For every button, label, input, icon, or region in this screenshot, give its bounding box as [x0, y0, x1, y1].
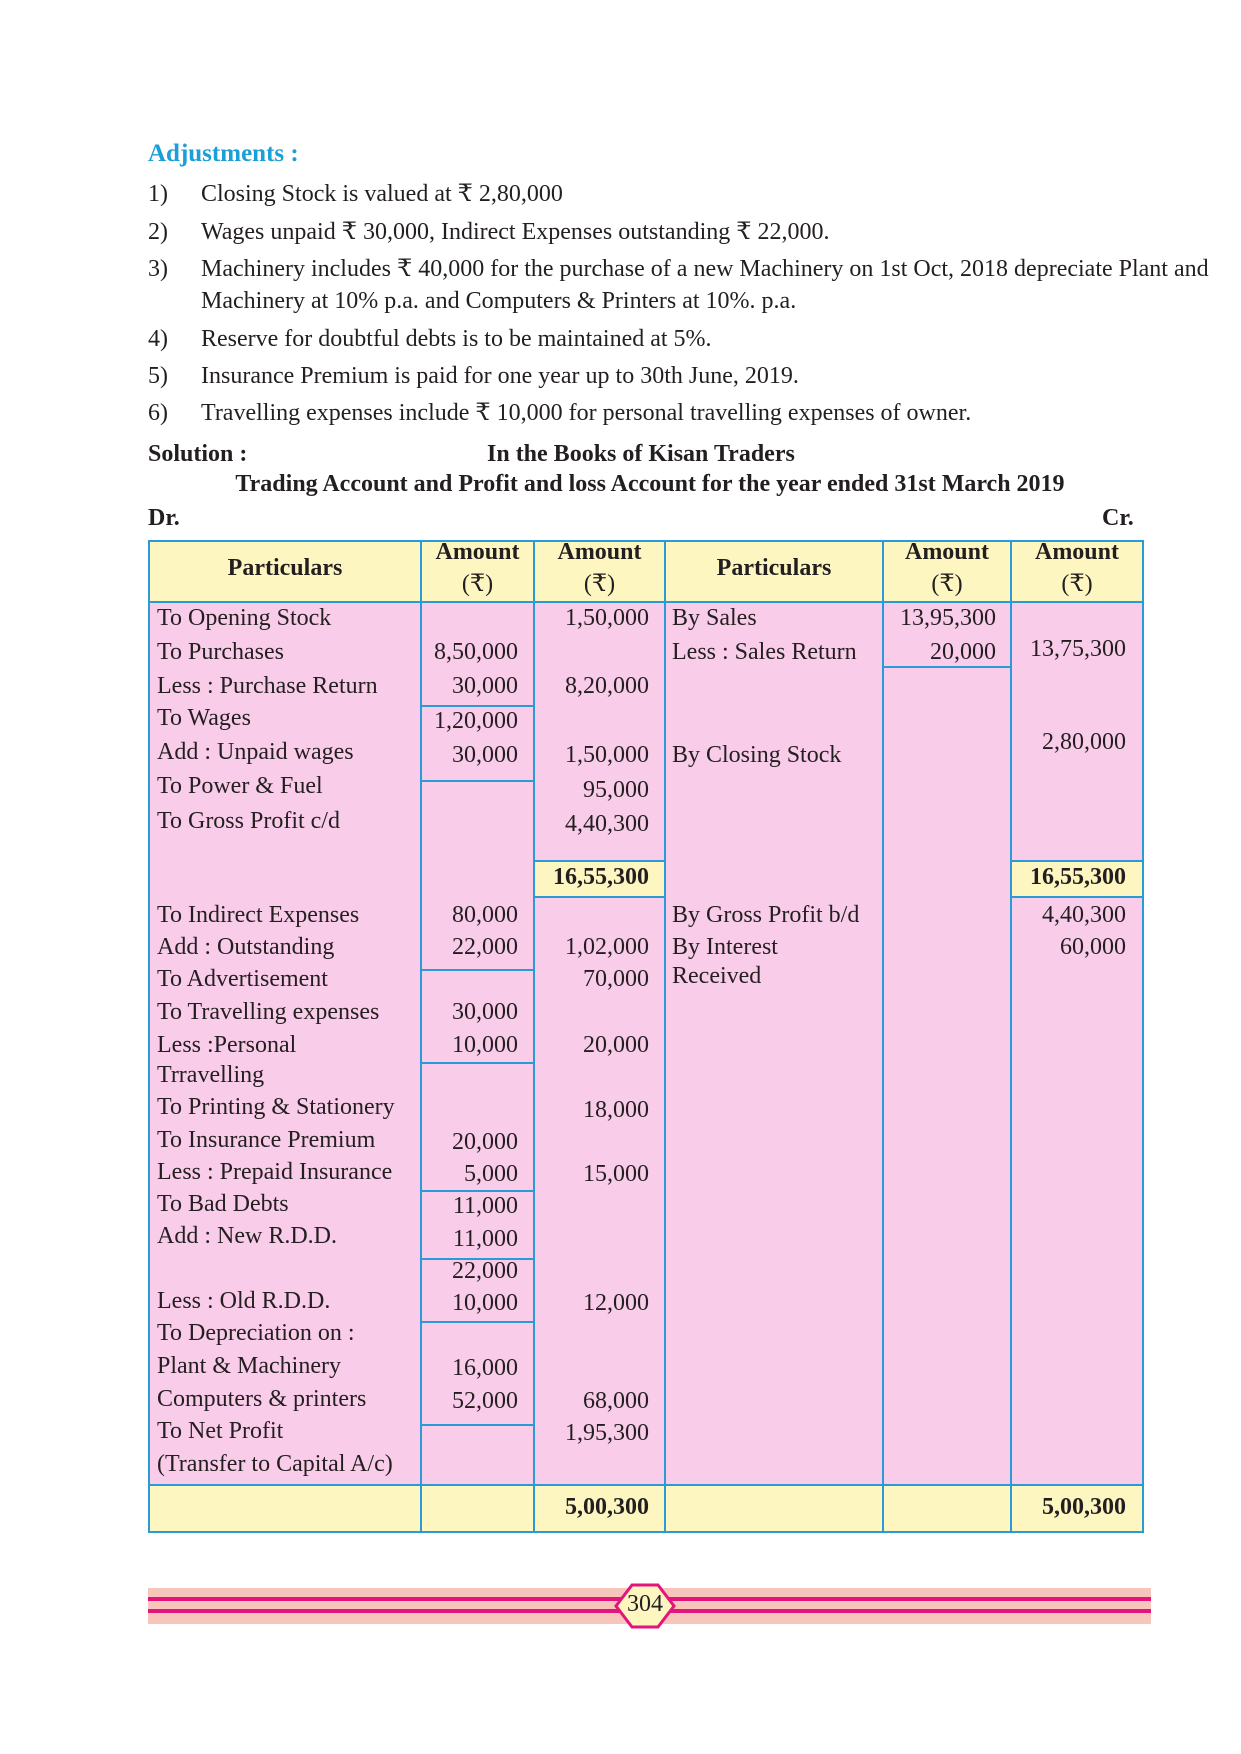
- amount-cell: 1,20,000: [434, 708, 518, 734]
- amount-cell: 95,000: [583, 777, 649, 803]
- adjustment-number: 6): [148, 400, 168, 426]
- adjustment-number: 5): [148, 363, 168, 389]
- left-particular: To Bad Debts: [157, 1191, 289, 1217]
- amount-cell: 8,50,000: [434, 639, 518, 665]
- left-particular: Less : Prepaid Insurance: [157, 1159, 393, 1185]
- adjustment-text: Reserve for doubtful debts is to be maintained at 5%.: [201, 326, 712, 352]
- amount-cell: 13,95,300: [900, 605, 996, 631]
- amount-cell: 60,000: [1060, 934, 1126, 960]
- left-particular: To Depreciation on :: [157, 1320, 355, 1346]
- right-particular: Less : Sales Return: [672, 639, 857, 665]
- amount-cell: 22,000: [452, 1258, 518, 1284]
- amount-cell: 20,000: [583, 1032, 649, 1058]
- header-particulars-right: Particulars: [716, 555, 832, 581]
- trading-total-left: 16,55,300: [553, 864, 649, 890]
- adjustment-text: Machinery includes ₹ 40,000 for the purchase of a new Machinery on 1st Oct, 2018 depreciate Plant and Machinery at 10% p.a. and Computers & Printers at 10%. p.a.: [201, 256, 1209, 314]
- adjustment-number: 2): [148, 219, 168, 245]
- right-particular: By Interest: [672, 934, 778, 960]
- header-unit: (₹): [583, 571, 616, 597]
- header-unit: (₹): [1061, 571, 1093, 597]
- page-number: 304: [627, 1591, 663, 1617]
- left-particular: Add : Unpaid wages: [157, 739, 354, 765]
- amount-cell: 1,50,000: [565, 605, 649, 631]
- left-particular: (Transfer to Capital A/c): [157, 1451, 393, 1477]
- amount-cell: 11,000: [452, 1226, 518, 1252]
- left-particular: Less :Personal: [157, 1032, 297, 1058]
- amount-cell: 30,000: [452, 999, 518, 1025]
- amount-cell: 4,40,300: [1042, 902, 1126, 928]
- amount-cell: 22,000: [452, 934, 518, 960]
- left-particular: Less : Purchase Return: [157, 673, 378, 699]
- adjustment-text: Insurance Premium is paid for one year up to 30th June, 2019.: [201, 363, 799, 389]
- amount-cell: 12,000: [583, 1290, 649, 1316]
- left-particular: To Purchases: [157, 639, 284, 665]
- amount-cell: 30,000: [452, 673, 518, 699]
- left-particular: Add : New R.D.D.: [157, 1223, 337, 1249]
- pl-total-left: 5,00,300: [565, 1494, 649, 1520]
- amount-cell: 30,000: [452, 742, 518, 768]
- adjustment-number: 4): [148, 326, 168, 352]
- credit-label: Cr.: [1102, 505, 1134, 531]
- amount-cell: 80,000: [452, 902, 518, 928]
- adjustment-number: 3): [148, 256, 168, 282]
- adjustment-text: Closing Stock is valued at ₹ 2,80,000: [201, 181, 563, 207]
- left-particular: To Travelling expenses: [157, 999, 380, 1025]
- right-particular: By Gross Profit b/d: [672, 902, 860, 928]
- left-particular: Plant & Machinery: [157, 1353, 341, 1379]
- header-unit: (₹): [461, 571, 494, 597]
- left-particular: Trravelling: [157, 1062, 265, 1088]
- amount-cell: 2,80,000: [1042, 729, 1126, 755]
- adjustments-title: Adjustments :: [148, 140, 299, 167]
- header-amount-4: Amount: [1034, 539, 1119, 565]
- header-unit: (₹): [931, 571, 963, 597]
- right-particular: Received: [672, 963, 762, 989]
- amount-cell: 8,20,000: [565, 673, 649, 699]
- amount-cell: 70,000: [583, 966, 649, 992]
- solution-label: Solution :: [148, 441, 248, 467]
- left-particular: To Wages: [157, 705, 251, 731]
- left-particular: To Advertisement: [157, 966, 328, 992]
- amount-cell: 18,000: [583, 1097, 649, 1123]
- left-particular: To Printing & Stationery: [157, 1094, 395, 1120]
- amount-cell: 16,000: [452, 1355, 518, 1381]
- header-amount-3: Amount: [904, 539, 989, 565]
- pl-total-right: 5,00,300: [1042, 1494, 1126, 1520]
- left-particular: To Power & Fuel: [157, 773, 323, 799]
- amount-cell: 52,000: [452, 1388, 518, 1414]
- left-particular: To Gross Profit c/d: [157, 808, 340, 834]
- trading-total-right: 16,55,300: [1030, 864, 1126, 890]
- amount-cell: 10,000: [452, 1290, 518, 1316]
- amount-cell: 68,000: [583, 1388, 649, 1414]
- right-particular: By Sales: [672, 605, 757, 631]
- amount-cell: 5,000: [464, 1161, 518, 1187]
- adjustment-number: 1): [148, 181, 168, 207]
- amount-cell: 11,000: [452, 1193, 518, 1219]
- amount-cell: 1,95,300: [565, 1420, 649, 1446]
- amount-cell: 20,000: [452, 1129, 518, 1155]
- account-title: Trading Account and Profit and loss Account for the year ended 31st March 2019: [235, 471, 1065, 497]
- adjustment-text: Wages unpaid ₹ 30,000, Indirect Expenses outstanding ₹ 22,000.: [201, 219, 830, 245]
- books-heading: In the Books of Kisan Traders: [487, 441, 795, 467]
- left-particular: To Opening Stock: [157, 605, 332, 631]
- header-particulars-left: Particulars: [227, 555, 343, 581]
- left-particular: To Insurance Premium: [157, 1127, 376, 1153]
- debit-label: Dr.: [148, 505, 180, 531]
- header-amount-2: Amount: [557, 539, 642, 565]
- left-particular: Computers & printers: [157, 1386, 367, 1412]
- amount-cell: 1,50,000: [565, 742, 649, 768]
- right-particular: By Closing Stock: [672, 742, 842, 768]
- left-particular: Add : Outstanding: [157, 934, 335, 960]
- left-particular: Less : Old R.D.D.: [157, 1288, 331, 1314]
- amount-cell: 1,02,000: [565, 934, 649, 960]
- left-particular: To Net Profit: [157, 1418, 284, 1444]
- amount-cell: 15,000: [583, 1161, 649, 1187]
- header-amount-1: Amount: [435, 539, 520, 565]
- left-particular: To Indirect Expenses: [157, 902, 360, 928]
- amount-cell: 4,40,300: [565, 811, 649, 837]
- amount-cell: 20,000: [930, 639, 996, 665]
- adjustment-text: Travelling expenses include ₹ 10,000 for personal travelling expenses of owner.: [201, 400, 972, 426]
- amount-cell: 10,000: [452, 1032, 518, 1058]
- amount-cell: 13,75,300: [1030, 636, 1126, 662]
